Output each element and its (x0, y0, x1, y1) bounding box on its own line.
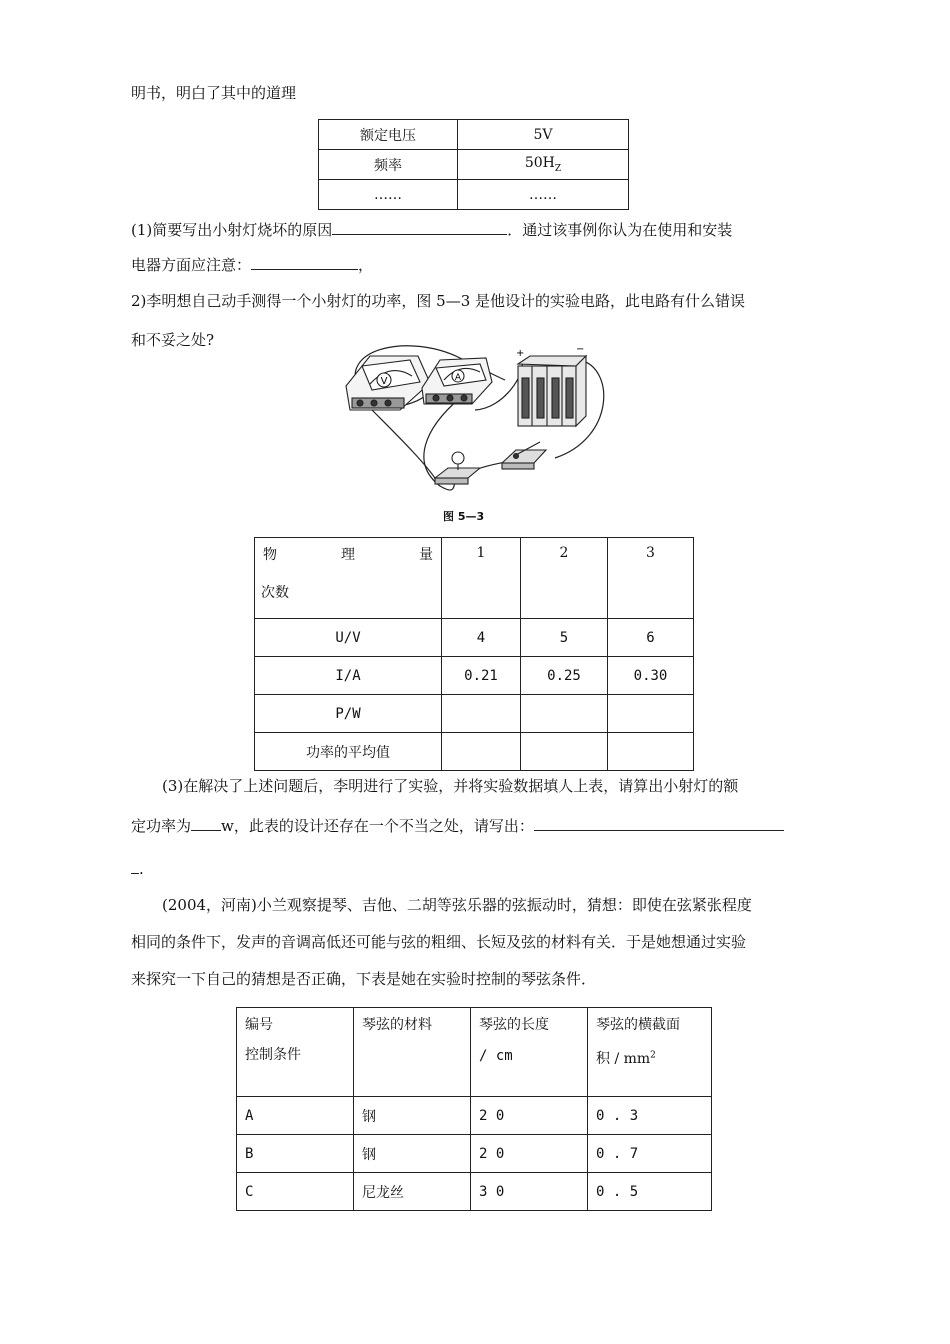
spec-value: $50H_Z$ (458, 150, 629, 180)
paragraph-line: (2004，河南)小兰观察提琴、吉他、二胡等弦乐器的弦振动时，猜想：即使在弦紧张程度 (162, 896, 752, 914)
cell[interactable] (521, 733, 608, 771)
cell: 5 (521, 619, 608, 657)
circuit-diagram (340, 338, 620, 503)
table-row (319, 180, 629, 210)
answer-blank[interactable] (534, 815, 784, 831)
col-header: 2 (521, 538, 608, 619)
row-label: 功率的平均值 (255, 733, 442, 771)
col-header: 3 (608, 538, 694, 619)
ammeter-label: A (454, 373, 462, 383)
cell[interactable] (442, 733, 521, 771)
table-header: 编号 控制条件 (237, 1008, 354, 1097)
table-header: 琴弦的长度 / cm (471, 1008, 588, 1097)
question-3-line-2: 定功率为 w，此表的设计还存在一个不当之处，请写出： (131, 815, 784, 836)
battery-pack (518, 356, 586, 426)
cell: 2 0 (471, 1135, 588, 1173)
row-label: U/V (255, 619, 442, 657)
table-row (255, 695, 694, 733)
cell: 尼龙丝 (354, 1173, 471, 1211)
answer-blank[interactable] (131, 858, 139, 874)
col-header: 1 (442, 538, 521, 619)
question-3-line-3: . (131, 858, 144, 879)
cell[interactable] (608, 733, 694, 771)
cell: 0 . 7 (588, 1135, 712, 1173)
table-row (255, 733, 694, 771)
table-row (237, 1008, 712, 1097)
answer-blank[interactable] (332, 219, 507, 235)
row-label: P/W (255, 695, 442, 733)
answer-blank[interactable] (251, 254, 358, 270)
spec-value: 5V (458, 120, 629, 150)
cell: 0.30 (608, 657, 694, 695)
cell: 0.21 (442, 657, 521, 695)
table-row (237, 1173, 712, 1211)
cell[interactable] (521, 695, 608, 733)
cell: A (237, 1097, 354, 1135)
table-row (319, 150, 629, 180)
battery-minus-label: − (576, 344, 585, 355)
answer-blank[interactable] (191, 815, 221, 831)
spec-label: 额定电压 (319, 120, 458, 150)
spec-table (318, 119, 629, 210)
switch (502, 442, 546, 469)
row-label: I/A (255, 657, 442, 695)
spec-value: …… (458, 180, 629, 210)
table-header: 琴弦的材料 (354, 1008, 471, 1097)
cell: 3 0 (471, 1173, 588, 1211)
question-1-line-2: 电器方面应注意： ， (131, 256, 374, 274)
paragraph-line: 相同的条件下，发声的音调高低还可能与弦的粗细、长短及弦的材料有关．于是她想通过实验 (131, 933, 747, 951)
question-2-line-2: 和不妥之处? (131, 331, 215, 349)
paragraph-line: 来探究一下自己的猜想是否正确，下表是她在实验时控制的琴弦条件． (131, 970, 597, 988)
voltmeter-label: V (380, 376, 388, 387)
question-3-line: (3)在解决了上述问题后，李明进行了实验，并将实验数据填人上表，请算出小射灯的额 (162, 777, 739, 795)
string-table (236, 1007, 712, 1211)
question-2-line: 2)李明想自己动手测得一个小射灯的功率，图 5—3 是他设计的实验电路，此电路有什么错误 (131, 292, 746, 310)
table-row (255, 657, 694, 695)
figure-caption: 图 5—3 (443, 510, 485, 523)
text-line-1: 明书，明白了其中的道理 (131, 84, 297, 102)
cell: 0.25 (521, 657, 608, 695)
table-header: 琴弦的横截面 积 / $mm^2$ (588, 1008, 712, 1097)
cell: 2 0 (471, 1097, 588, 1135)
battery-plus-label: + (516, 348, 525, 359)
table-row (255, 538, 694, 619)
question-1-line: (1)简要写出小射灯烧坏的原因 ．通过该事例你认为在使用和安装 (131, 221, 733, 239)
table-header-corner: 物 理 量 次数 (255, 538, 442, 619)
cell: 0 . 3 (588, 1097, 712, 1135)
cell: C (237, 1173, 354, 1211)
cell: 6 (608, 619, 694, 657)
table-row (319, 120, 629, 150)
cell[interactable] (442, 695, 521, 733)
spec-label: …… (319, 180, 458, 210)
cell: 0 . 5 (588, 1173, 712, 1211)
table-row (237, 1097, 712, 1135)
cell: B (237, 1135, 354, 1173)
table-row (237, 1135, 712, 1173)
cell: 4 (442, 619, 521, 657)
cell[interactable] (608, 695, 694, 733)
measurement-table (254, 537, 694, 771)
lamp (435, 452, 480, 484)
cell: 钢 (354, 1135, 471, 1173)
spec-label: 频率 (319, 150, 458, 180)
cell: 钢 (354, 1097, 471, 1135)
table-row (255, 619, 694, 657)
